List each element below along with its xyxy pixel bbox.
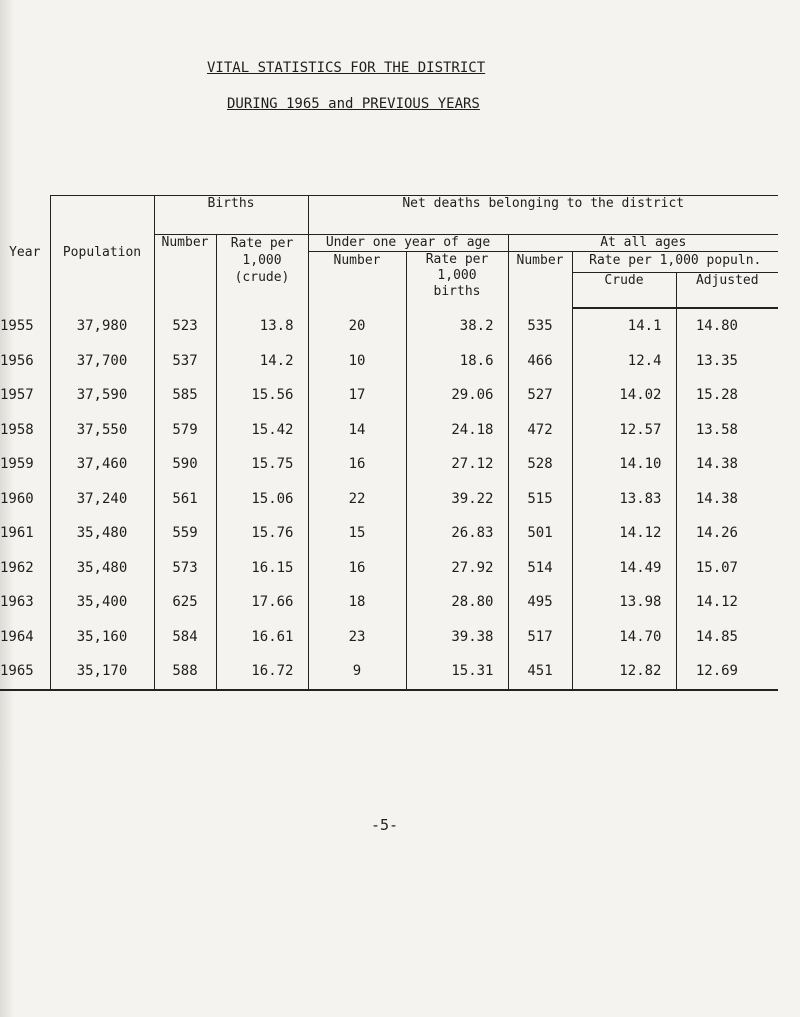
table-cell: 37,240 xyxy=(50,482,154,517)
table-cell: 14.02 xyxy=(572,378,676,413)
table-cell: 13.83 xyxy=(572,482,676,517)
table-cell: 451 xyxy=(508,654,572,690)
table-cell: 27.92 xyxy=(406,551,508,586)
table-cell: 14.1 xyxy=(572,308,676,344)
table-cell: 466 xyxy=(508,344,572,379)
table-cell: 24.18 xyxy=(406,413,508,448)
table-cell: 14.49 xyxy=(572,551,676,586)
table-cell: 15.07 xyxy=(676,551,778,586)
table-cell: 27.12 xyxy=(406,447,508,482)
table-cell: 495 xyxy=(508,585,572,620)
table-cell: 1965 xyxy=(0,654,50,690)
table-cell: 528 xyxy=(508,447,572,482)
table-cell: 15.42 xyxy=(216,413,308,448)
table-cell: 37,700 xyxy=(50,344,154,379)
table-row xyxy=(0,654,778,690)
table-cell: 35,170 xyxy=(50,654,154,690)
table-row xyxy=(0,551,778,586)
table-cell: 584 xyxy=(154,620,216,655)
table-cell: 12.69 xyxy=(676,654,778,690)
table-cell: 1962 xyxy=(0,559,34,576)
table-cell: 515 xyxy=(508,482,572,517)
header-adjusted: Adjusted xyxy=(676,273,778,309)
header-all-ages-rate: Rate per 1,000 populn. xyxy=(572,252,778,273)
table-cell: 535 xyxy=(508,308,572,344)
table-cell: 37,980 xyxy=(50,308,154,344)
table-row xyxy=(0,516,778,551)
table-cell: 1960 xyxy=(0,490,34,507)
table-cell: 517 xyxy=(508,620,572,655)
table-row xyxy=(0,344,778,379)
table-cell: 14.10 xyxy=(572,447,676,482)
table-cell: 12.82 xyxy=(572,654,676,690)
table-cell: 39.22 xyxy=(406,482,508,517)
table-cell: 13.35 xyxy=(676,344,778,379)
header-under-one-rate: Rate per 1,000 births xyxy=(406,252,508,309)
table-cell: 1955 xyxy=(0,317,34,334)
table-cell: 1961 xyxy=(0,525,34,542)
table-cell: 26.83 xyxy=(406,516,508,551)
vital-statistics-table xyxy=(0,196,778,691)
table-cell: 37,590 xyxy=(50,378,154,413)
header-crude: Crude xyxy=(572,273,676,309)
table-cell: 15 xyxy=(308,516,406,551)
header-net-deaths: Net deaths belonging to the district xyxy=(308,196,778,235)
table-row xyxy=(0,620,778,655)
table-cell: 37,550 xyxy=(50,413,154,448)
header-year: Year xyxy=(9,244,41,260)
table-cell: 13.58 xyxy=(676,413,778,448)
table-cell: 16.15 xyxy=(216,551,308,586)
header-all-ages-number: Number xyxy=(508,252,572,309)
table-cell: 472 xyxy=(508,413,572,448)
table-cell: 590 xyxy=(154,447,216,482)
table-cell: 20 xyxy=(308,308,406,344)
header-births-number: Number xyxy=(154,235,216,309)
table-cell: 37,460 xyxy=(50,447,154,482)
table-cell: 17.66 xyxy=(216,585,308,620)
table-cell: 14 xyxy=(308,413,406,448)
table-cell: 16 xyxy=(308,551,406,586)
table-cell: 514 xyxy=(508,551,572,586)
table-cell: 14.80 xyxy=(676,308,778,344)
table-cell: 559 xyxy=(154,516,216,551)
header-births-rate: Rate per 1,000 (crude) xyxy=(216,235,308,309)
table-row xyxy=(0,447,778,482)
table-cell: 29.06 xyxy=(406,378,508,413)
table-cell: 22 xyxy=(308,482,406,517)
table-cell: 14.12 xyxy=(572,516,676,551)
table-cell: 38.2 xyxy=(406,308,508,344)
table-cell: 588 xyxy=(154,654,216,690)
header-births: Births xyxy=(154,196,308,235)
table-cell: 561 xyxy=(154,482,216,517)
table-cell: 16.61 xyxy=(216,620,308,655)
table-cell: 35,480 xyxy=(50,516,154,551)
page-subtitle: DURING 1965 and PREVIOUS YEARS xyxy=(227,96,480,112)
table-cell: 15.76 xyxy=(216,516,308,551)
table-cell: 28.80 xyxy=(406,585,508,620)
table-row xyxy=(0,308,778,344)
table-cell: 573 xyxy=(154,551,216,586)
table-cell: 35,160 xyxy=(50,620,154,655)
table-cell: 17 xyxy=(308,378,406,413)
table-row xyxy=(0,378,778,413)
header-all-ages: At all ages xyxy=(508,235,778,252)
table-cell: 15.28 xyxy=(676,378,778,413)
table-cell: 14.38 xyxy=(676,482,778,517)
table-cell: 585 xyxy=(154,378,216,413)
table-cell: 15.56 xyxy=(216,378,308,413)
table-cell: 35,480 xyxy=(50,551,154,586)
table-cell: 18.6 xyxy=(406,344,508,379)
table-cell: 15.06 xyxy=(216,482,308,517)
table-cell: 35,400 xyxy=(50,585,154,620)
header-under-one-year: Under one year of age xyxy=(308,235,508,252)
table-cell: 523 xyxy=(154,308,216,344)
table-cell: 1959 xyxy=(0,456,34,473)
table-row xyxy=(0,413,778,448)
table-cell: 23 xyxy=(308,620,406,655)
page-number: -5- xyxy=(371,816,399,834)
table-cell: 1963 xyxy=(0,594,34,611)
table-cell: 14.12 xyxy=(676,585,778,620)
table-cell: 9 xyxy=(308,654,406,690)
table-cell: 501 xyxy=(508,516,572,551)
table-cell: 15.75 xyxy=(216,447,308,482)
table-cell: 1958 xyxy=(0,421,34,438)
table-cell: 16 xyxy=(308,447,406,482)
table-cell: 14.2 xyxy=(216,344,308,379)
table-cell: 13.8 xyxy=(216,308,308,344)
header-population: Population xyxy=(50,196,154,308)
table-cell: 1964 xyxy=(0,628,34,645)
table-cell: 10 xyxy=(308,344,406,379)
table-body xyxy=(0,308,778,690)
table-cell: 579 xyxy=(154,413,216,448)
table-cell: 12.57 xyxy=(572,413,676,448)
table-cell: 12.4 xyxy=(572,344,676,379)
table-cell: 537 xyxy=(154,344,216,379)
page-title: VITAL STATISTICS FOR THE DISTRICT xyxy=(207,60,486,76)
table-cell: 1956 xyxy=(0,352,34,369)
table-cell: 625 xyxy=(154,585,216,620)
table-row xyxy=(0,482,778,517)
table-cell: 15.31 xyxy=(406,654,508,690)
header-under-one-number: Number xyxy=(308,252,406,309)
table-cell: 18 xyxy=(308,585,406,620)
table-cell: 13.98 xyxy=(572,585,676,620)
table-cell: 39.38 xyxy=(406,620,508,655)
table-cell: 527 xyxy=(508,378,572,413)
table-cell: 14.85 xyxy=(676,620,778,655)
table-cell: 16.72 xyxy=(216,654,308,690)
table-cell: 1957 xyxy=(0,387,34,404)
table-cell: 14.70 xyxy=(572,620,676,655)
table-row xyxy=(0,585,778,620)
table-cell: 14.26 xyxy=(676,516,778,551)
table-cell: 14.38 xyxy=(676,447,778,482)
